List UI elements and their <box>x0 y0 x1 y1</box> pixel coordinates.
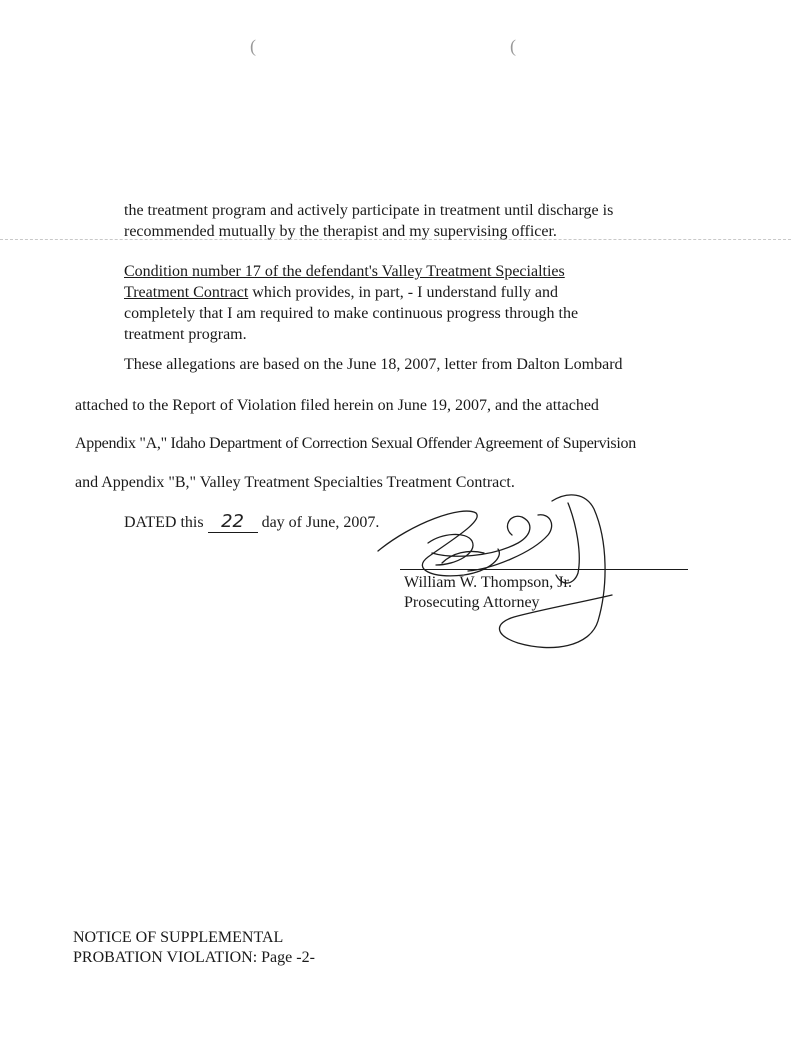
condition-line-2 <box>124 282 644 303</box>
signature-line <box>400 569 688 570</box>
allegations-line-1: These allegations are based on the June 18, 2007, letter from Dalton Lombard <box>124 356 623 373</box>
footer-line-1: NOTICE OF SUPPLEMENTAL <box>73 929 284 946</box>
condition-title-part-2: Treatment Contract <box>124 284 249 301</box>
handwritten-day: 22 <box>221 511 245 532</box>
allegations-line-3: Appendix "A," Idaho Department of Correction Sexual Offender Agreement of Supervision <box>75 435 636 452</box>
condition-line-3: completely that I am required to make continuous progress through the <box>124 305 579 322</box>
condition-17-quote <box>124 261 644 345</box>
condition-title-part-1: Condition number 17 of the defendant's Valley Treatment Specialties <box>124 263 565 280</box>
condition-line-2-rest: which provides, in part, - I understand fully and <box>248 284 558 301</box>
signature-block <box>404 573 572 613</box>
condition-line-4: treatment program. <box>124 326 247 343</box>
dated-prefix: DATED this <box>124 514 204 531</box>
condition-line-1 <box>124 261 644 282</box>
scan-mark-right: ( <box>510 36 516 56</box>
quote-line-2: recommended mutually by the therapist and my supervising officer. <box>124 223 557 240</box>
signer-name: William W. Thompson, Jr. <box>404 574 572 591</box>
footer-line-2: PROBATION VIOLATION: Page -2- <box>73 949 315 966</box>
allegations-line-2: attached to the Report of Violation filed herein on June 19, 2007, and the attached <box>75 397 599 414</box>
allegations-line-4: and Appendix "B," Valley Treatment Specialties Treatment Contract. <box>75 474 515 491</box>
signer-title: Prosecuting Attorney <box>404 594 540 611</box>
dated-suffix: day of June, 2007. <box>261 514 380 531</box>
day-blank <box>208 511 258 533</box>
page-footer <box>73 928 315 968</box>
scan-mark-left: ( <box>250 36 256 56</box>
dated-line <box>124 511 379 533</box>
quote-continuation <box>124 200 644 242</box>
quote-line-1: the treatment program and actively participate in treatment until discharge is <box>124 202 614 219</box>
